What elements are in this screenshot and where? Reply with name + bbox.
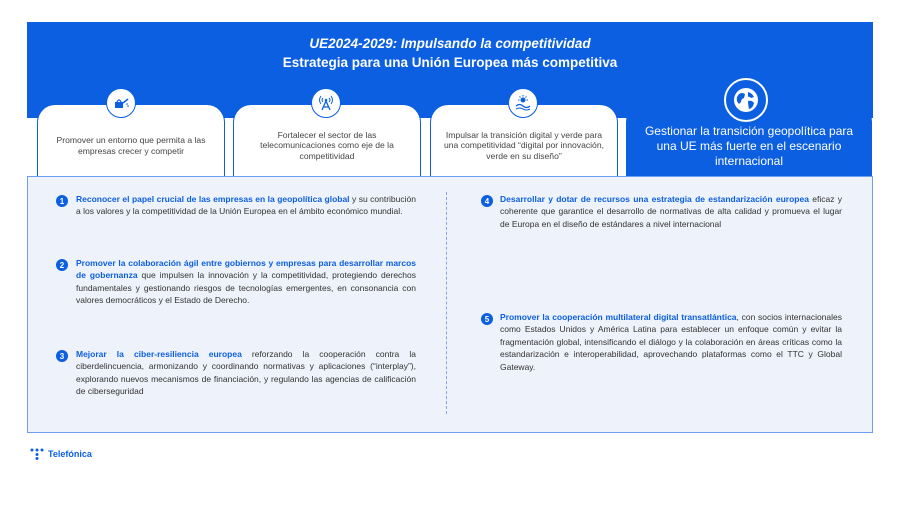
list-item-1 <box>76 193 416 218</box>
antenna-tower-icon <box>311 88 341 118</box>
tab-label: Promover un entorno que permita a las empresas crecer y competir <box>56 135 206 156</box>
list-item-2 <box>76 257 416 307</box>
list-item-4 <box>500 193 842 230</box>
number-badge-2: 2 <box>56 259 68 271</box>
telefonica-logo <box>30 448 92 460</box>
item-text: eficaz y coherente que garantice el desarrollo de normativas de alta calidad y promueva el lugar de Europa en el diseño de estándares a nivel internacional <box>500 194 842 229</box>
number-badge-3: 3 <box>56 350 68 362</box>
item-text: que impulsen la innovación y la competitividad, protegiendo derechos fundamentales y gestionando riesgos de tecnologías emergentes, en consonancia con valores democráticos y el Estado de Derecho. <box>76 270 417 306</box>
item-highlight: Promover la colaboración ágil entre gobiernos y empresas para desarrollar marcos de gobernanza <box>76 258 416 281</box>
tab-label: Fortalecer el sector de las telecomunicaciones como eje de la competitividad <box>260 129 394 161</box>
tab-label: Gestionar la transición geopolítica para una UE más fuerte en el escenario internacional <box>644 124 854 168</box>
sun-landscape-icon <box>508 88 538 118</box>
watering-can-icon <box>106 88 136 118</box>
number-badge-4: 4 <box>481 195 493 207</box>
list-item-5 <box>500 311 842 373</box>
list-item-3 <box>76 348 416 398</box>
item-text: , con socios internacionales como Estados Unidos y América Latina para establecer un enfoque común y evitar la fragmentación global, intensificando el diálogo y la colaboración en áreas críticas como la estandarización e interoperabilidad, aprovechando plataformas como el TTC y Global Gateway. <box>500 312 843 372</box>
item-text: y su contribución a los valores y la competitividad de la Unión Europea en el ámbito económico mundial. <box>76 194 416 217</box>
globe-icon <box>724 78 768 122</box>
item-highlight: Reconocer el papel crucial de las empresas en la geopolítica global <box>76 194 350 204</box>
number-badge-5: 5 <box>481 313 493 325</box>
tab-label: Impulsar la transición digital y verde para una competitividad “digital por innovación, verde en su diseño” <box>443 129 605 161</box>
item-highlight: Desarrollar y dotar de recursos una estrategia de estandarización europea <box>500 194 809 204</box>
logo-text: Telefónica <box>48 449 92 459</box>
item-text: reforzando la cooperación contra la ciberdelincuencia, armonizando y coordinando normativas y aplicaciones (“interplay”), explorando nuevos mecanismos de financiación, y regulando las agencias de calificación de ciberseguridad <box>76 349 416 397</box>
page-subtitle: Estrategia para una Unión Europea más competitiva <box>282 55 618 70</box>
tab-entorno-empresas[interactable] <box>37 104 225 176</box>
page-title: UE2024-2029: Impulsando la competitividad <box>309 36 591 51</box>
number-badge-1: 1 <box>56 195 68 207</box>
telefonica-logo-icon <box>30 448 44 460</box>
item-highlight: Mejorar la ciber-resiliencia europea <box>76 349 242 359</box>
item-highlight: Promover la cooperación multilateral digital transatlántica <box>500 312 737 322</box>
column-divider <box>446 192 447 414</box>
